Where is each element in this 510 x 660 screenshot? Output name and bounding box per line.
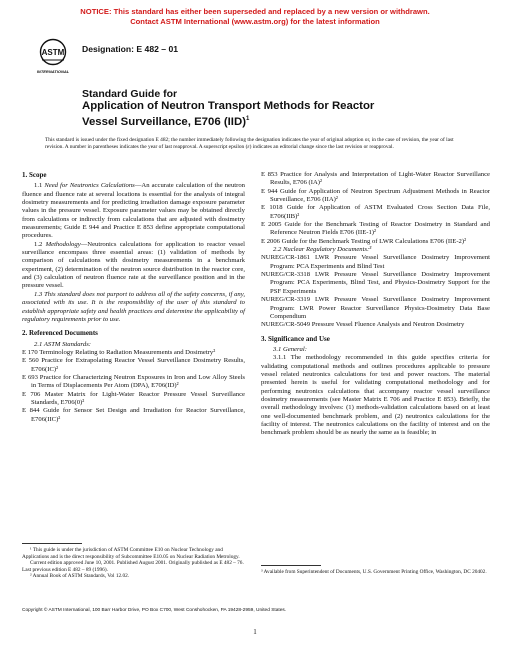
paragraph-1-3: 1.3 This standard does not purport to address all of the safety concerns, if any, associated with its use. It is the responsibility of the user of this standard to establish appropriate safety and health practices and determine the applicability of regulatory requirements prior to use. [22,290,245,323]
designation: Designation: E 482 – 01 [82,44,178,54]
reference-item: E 706 Master Matrix for Light-Water Reactor Pressure Vessel Surveillance Standards, E706(0)² [22,390,245,406]
left-column [22,171,245,424]
reference-item: E 853 Practice for Analysis and Interpretation of Light-Water Reactor Surveillance Results, E706 (IA)² [261,171,490,187]
reference-item: E 844 Guide for Sensor Set Design and Irradiation for Reactor Surveillance, E706(IIC)² [22,407,245,423]
issue-note: This standard is issued under the fixed designation E 482; the number immediately following the designation indicates the year of original adoption or, in the case of revision, the year of last revision. A number in parentheses indicates the year of last reapproval. A superscript epsilon (ε) indicates an editorial change since the last revision or reapproval. [45,137,454,150]
title-line-2: Application of Neutron Transport Methods for Reactor [82,100,375,112]
para-text: —An accurate calculation of the neutron fluence and fluence rate at several locations is essential for the analysis of integral dosimetry measurements and for predicting irradiation damage exposure parameter values in the pressure vessel. Exposure parameter values may be obtained directly from calculations or indirectly from calculations that are adjusted with dosimetry measurements; Guide E 944 and Practice E 853 define appropriate computational procedures. [22,182,246,240]
left-footnotes [22,547,245,580]
paragraph-1-2 [22,241,245,291]
section-heading-scope: 1. Scope [22,171,47,179]
para-number: 1.2 [34,240,46,248]
footnote-divider [261,565,321,566]
reference-item: E 2005 Guide for the Benchmark Testing of Reactor Dosimetry in Standard and Reference Neutron Fields E706 (IIE-1)² [261,221,490,237]
reference-item: E 2006 Guide for the Benchmark Testing of LWR Calculations E706 (IIE-2)² [261,237,467,245]
notice-line-2: Contact ASTM International (www.astm.org) for the latest information [130,16,380,26]
reference-item: E 944 Guide for Application of Neutron Spectrum Adjustment Methods in Reactor Surveillance, E706 (IIA)² [261,187,490,204]
nrc-reference-item: NUREG/CR-5049 Pressure Vessel Fluence Analysis and Neutron Dosimetry [261,321,465,329]
para-subject: Methodology [45,240,81,248]
section-heading-significance: 3. Significance and Use [261,334,330,343]
right-column [261,171,490,438]
title-line-3: Vessel Surveillance, E706 (IID) [82,115,246,128]
notice-banner [0,7,510,26]
para-text: —Neutronics calculations for application to reactor vessel surveillance encompass three essential areas: (1) validation of methods by comparison of calculations with dosimetry measurements in a benchmark experiment, (2) determination of the neutron source distribution in the reactor core, and (3) calculation of neutron fluence rate at the surveillance position and in the pressure vessel. [22,240,245,290]
nrc-documents-label: 2.2 Nuclear Regulatory Documents:³ [273,246,372,254]
paragraph-1-1 [22,182,245,240]
svg-text:ASTM: ASTM [41,48,65,57]
nrc-reference-item: NUREG/CR-3318 LWR Pressure Vessel Surveillance Dosimetry Improvement Program: PCA Experiments, Blind Test, and Physics-Dosimetry Support for the PSF Experiments [261,271,490,295]
notice-line-1: NOTICE: This standard has either been superseded and replaced by a new version or withdrawn. [80,7,430,16]
para-subject: Need for Neutronics Calculations [44,182,135,190]
footnote-2: ² Annual Book of ASTM Standards, Vol 12.02. [30,573,130,580]
copyright-line: Copyright © ASTM International, 100 Barr Harbor Drive, PO Box C700, West Conshohocken, PA 19428-2959, United States. [22,608,287,613]
reference-item: E 560 Practice for Extrapolating Reactor Vessel Surveillance Dosimetry Results, E706(IC)² [22,357,245,373]
reference-item: E 170 Terminology Relating to Radiation Measurements and Dosimetry² [22,348,216,356]
footnote-1-edition: Current edition approved June 10, 2001. Published August 2001. Originally published as E 482 – 76. Last previous edition E 482 – 89 (1996). [22,560,244,573]
section-heading-referenced-documents: 2. Referenced Documents [22,329,98,338]
general-label: 3.1 General: [273,345,307,353]
nrc-reference-item: NUREG/CR-1861 LWR Pressure Vessel Surveillance Dosimetry Improvement Program: PCA Experiments and Blind Test [261,254,490,270]
title-footnote-mark: 1 [246,115,250,122]
paragraph-3-1-1: 3.1.1 The methodology recommended in this guide specifies criteria for validating computational methods and outlines procedures applicable to pressure vessel related neutronics calculations for test and power reactors. The material presented herein is useful for validating computational methodology and for performing neutronics calculations that accompany reactor vessel surveillance dosimetry measurements (see Master Matrix E 706 and Practice E 853). Briefly, the overall methodology involves: (1) methods-validation calculations based on at least one well-documented benchmark problem, and (2) neutronics calculations for the facility of interest. The neutronics calculations on the facility of interest and on the benchmark problem should be as nearly the same as is feasible; in [261,354,490,437]
title-line-1: Standard Guide for [82,88,178,100]
document-title [82,88,482,128]
reference-item: E 693 Practice for Characterizing Neutron Exposures in Iron and Low Alloy Steels in Terms of Displacements Per Atom (DPA), E706(ID)² [22,373,245,390]
reference-item: E 1018 Guide for Application of ASTM Evaluated Cross Section Data File, E706(IIB)² [261,204,490,220]
footnote-divider [22,543,82,544]
page-number: 1 [253,628,257,636]
astm-standards-label: 2.1 ASTM Standards: [34,340,92,348]
nrc-reference-item: NUREG/CR-3319 LWR Pressure Vessel Surveillance Dosimetry Improvement Program: LWR Power Reactor Surveillance Physics-Dosimetry Data Base Compendium [261,296,490,320]
astm-logo [36,38,70,78]
footnote-1: ¹ This guide is under the jurisdiction of ASTM Committee E10 on Nuclear Technology and Applications and is the direct responsibility of Subcommittee E10.05 on Nuclear Radiation Metrology. [22,547,240,560]
footnote-3: ³ Available from Superintendent of Documents, U.S. Government Printing Office, Washington, DC 20402. [261,569,487,575]
logo-wordmark: INTERNATIONAL [36,69,70,74]
para-number: 1.1 [34,182,45,190]
